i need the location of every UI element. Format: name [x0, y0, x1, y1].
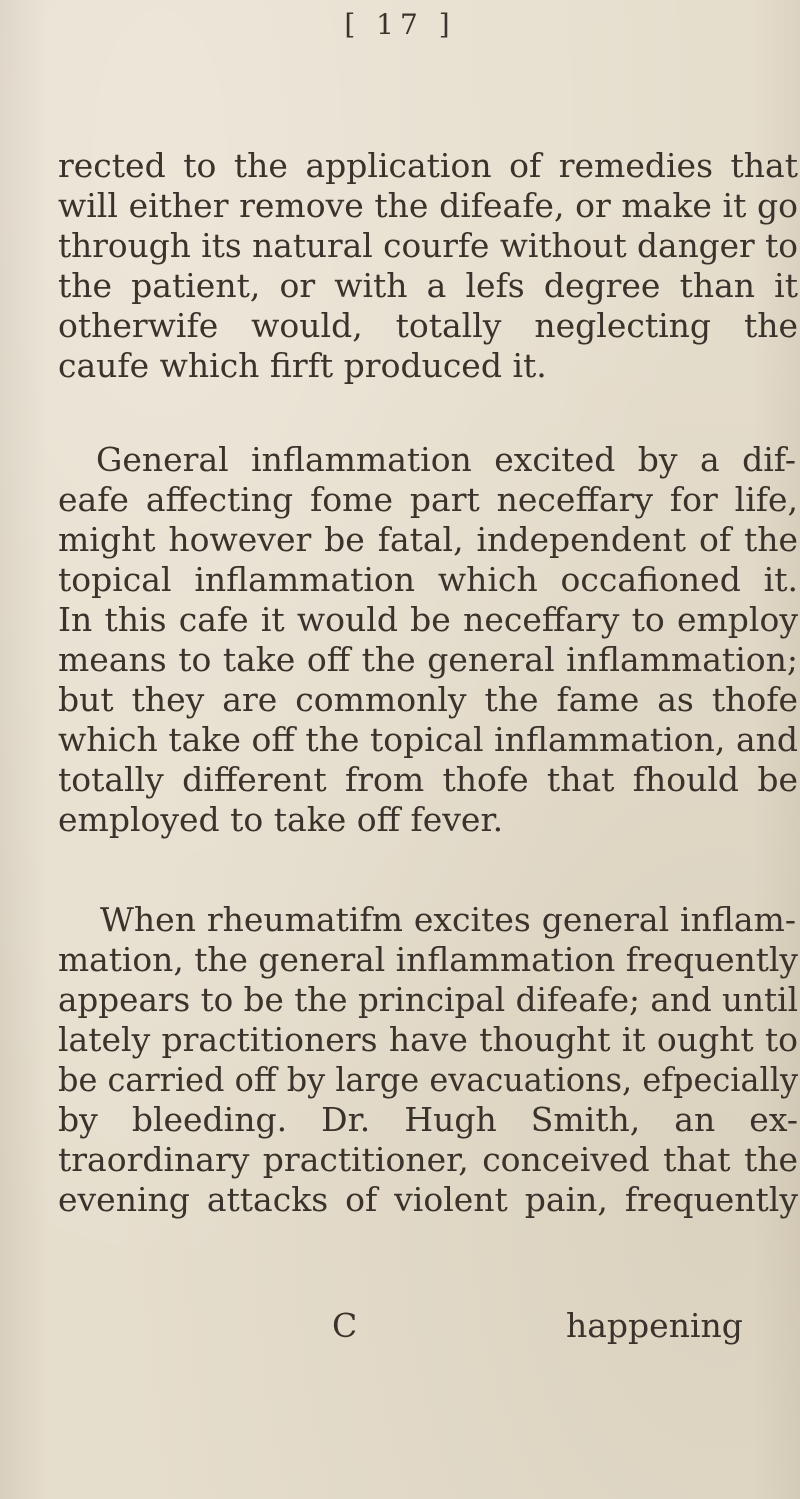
text-line-17: When rheumatifm excites general inflam-	[100, 900, 796, 939]
signature-mark: C	[332, 1306, 358, 1345]
text-line-10: topical inflammation which occafioned it.	[58, 560, 798, 599]
text-line-20: lately practitioners have thought it ought to	[58, 1020, 798, 1059]
text-line-15: totally different from thofe that fhould be	[58, 760, 798, 799]
text-line-21: be carried off by large evacuations, efpecially	[58, 1060, 798, 1099]
text-line-23: traordinary practitioner, conceived that the	[58, 1140, 798, 1179]
text-line-16: employed to take off fever.	[58, 800, 504, 839]
text-line-22: by bleeding. Dr. Hugh Smith, an ex-	[58, 1100, 798, 1139]
text-line-3: through its natural courfe without danger to	[58, 226, 798, 265]
text-line-1: rected to the application of remedies that	[58, 146, 798, 185]
page-number: [ 17 ]	[344, 8, 456, 41]
text-line-19: appears to be the principal difeafe; and until	[58, 980, 798, 1019]
text-line-14: which take off the topical inflammation, and	[58, 720, 798, 759]
text-line-18: mation, the general inflammation frequently	[58, 940, 798, 979]
text-line-4: the patient, or with a lefs degree than it	[58, 266, 798, 305]
text-line-11: In this cafe it would be neceffary to employ	[58, 600, 798, 639]
text-line-2: will either remove the difeafe, or make it go	[58, 186, 798, 225]
text-line-7: General inflammation excited by a dif-	[96, 440, 796, 479]
text-line-13: but they are commonly the fame as thofe	[58, 680, 798, 719]
text-line-5: otherwife would, totally neglecting the	[58, 306, 798, 345]
catchword: happening	[566, 1306, 743, 1345]
text-line-12: means to take off the general inflammation;	[58, 640, 798, 679]
text-line-8: eafe affecting fome part neceffary for life,	[58, 480, 798, 519]
text-line-6: caufe which firft produced it.	[58, 346, 547, 385]
text-line-9: might however be fatal, independent of the	[58, 520, 798, 559]
text-line-24: evening attacks of violent pain, frequently	[58, 1180, 798, 1219]
